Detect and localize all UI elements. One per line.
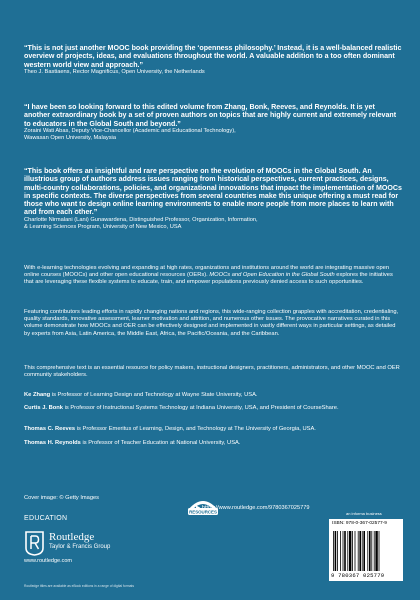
- publisher-subtitle: Taylor & Francis Group: [49, 544, 111, 550]
- editor-bio: [24, 426, 402, 433]
- description-text: explores the initiatives that are leveraging these flexible systems to educate, train, and empower populations previously denied access to such opportunities.: [24, 272, 393, 286]
- svg-text:RESOURCES: RESOURCES: [189, 509, 217, 515]
- description-text: With e-learning technologies evolving and expanding at high rates, organizations and institutions around the world are integrating massive open online courses (MOOCs) and other open educational resources (OERs).: [24, 265, 390, 279]
- editor-bio: [24, 440, 402, 447]
- description-paragraph-3: [24, 365, 402, 379]
- quote-attribution: Zoraini Wati Abas, Deputy Vice-Chancellor (Academic and Educational Technology),: [24, 127, 236, 134]
- quote-3: [24, 167, 402, 231]
- editor-name: Thomas C. Reeves: [24, 426, 76, 432]
- quote-2: [24, 103, 402, 142]
- isbn-barcode: [329, 519, 403, 581]
- editor-name: Thomas H. Reynolds: [24, 440, 81, 446]
- quote-attribution: & Learning Sciences Program, University of New Mexico, USA: [24, 223, 182, 230]
- publisher-url: www.routledge.com: [24, 558, 72, 564]
- editor-name: Ke Zhang: [24, 392, 51, 398]
- book-title: MOOCs and Open Education in the Global South: [209, 272, 335, 279]
- editor-role: is Professor of Instructional Systems Technology at Indiana University, USA, and President of CourseShare.: [62, 405, 339, 411]
- quote-text: “I have been so looking forward to this edited volume from Zhang, Bonk, Reeves, and Reynolds. It is yet another extraordinary book by a set of proven authors on topics that are highly current and extremely relevant to educators in the Global South and beyond.”: [24, 103, 397, 128]
- quote-text: “This book offers an insightful and rare perspective on the evolution of MOOCs in the Global South. An illustrious group of authors address issues ranging from historical perspectives, current practices, designs, multi-country collaborations, policies, and organizational innovations that impact the implementation of MOOCs in specific contexts. The diverse perspectives from several countries make this unique offering a must read for those who want to design online learning environments to enable more people from more places to learn with and from each other.”: [24, 167, 402, 217]
- quote-1: [24, 44, 402, 76]
- quote-text: “This is not just another MOOC book providing the ‘openness philosophy.’ Instead, it is a well-balanced realistic overview of projects, ideas, and evaluations throughout the world. A valuable addition to a too often dominant western world view and approach.”: [24, 44, 402, 69]
- barcode-icon: [333, 531, 399, 571]
- description-paragraph-1: [24, 265, 402, 287]
- routledge-logo-icon: [24, 531, 45, 556]
- quote-attribution: Charlotte Nirmalani (Lani) Gunawardena, Distinguished Professor, Organization, Information,: [24, 216, 258, 223]
- quote-attribution: Theo J. Bastiaens, Rector Magnificus, Open University, the Netherlands: [24, 68, 205, 75]
- subject-category: EDUCATION: [24, 515, 68, 522]
- editor-name: Curtis J. Bonk: [24, 405, 63, 411]
- resource-link[interactable]: ▶ https://www.routledge.com/9780367025779: [196, 505, 310, 511]
- editor-bio: [24, 392, 402, 399]
- editor-bio: [24, 405, 402, 412]
- editor-role: is Professor of Learning Design and Technology at Wayne State University, USA.: [50, 392, 258, 398]
- description-text: Featuring contributors leading efforts in rapidly changing nations and regions, this wide-ranging collection grapples with accreditation, credentialing, quality standards, innovative assessment, learner motivation and attrition, and numerous other issues. The provocative narratives curated in this volume demonstrate how MOOCs and OER can be effectively designed and implemented in vastly different ways in particular settings, as detailed by experts from Asia, Latin America, the Middle East, Africa, the Pacific/Oceania, and the Caribbean.: [24, 309, 399, 337]
- informa-tag: an informa business: [346, 511, 382, 516]
- isbn-label: ISBN: 978-0-367-02577-9: [332, 521, 387, 526]
- description-text: This comprehensive text is an essential resource for policy makers, instructional designers, practitioners, administrators, and other MOOC and OER community stakeholders.: [24, 365, 400, 379]
- quote-attribution: Wawasan Open University, Malaysia: [24, 134, 116, 141]
- cover-image-credit: Cover image: © Getty Images: [24, 495, 99, 501]
- formats-note: Routledge titles are available as eBook editions in a range of digital formats: [24, 584, 134, 588]
- editor-role: is Professor Emeritus of Learning, Design, and Technology at The University of Georgia, USA.: [75, 426, 316, 432]
- description-paragraph-2: [24, 309, 402, 338]
- publisher-name: Routledge: [49, 531, 95, 543]
- isbn-digits: 9 780367 025779: [331, 572, 385, 579]
- editor-role: is Professor of Teacher Education at National University, USA.: [80, 440, 241, 446]
